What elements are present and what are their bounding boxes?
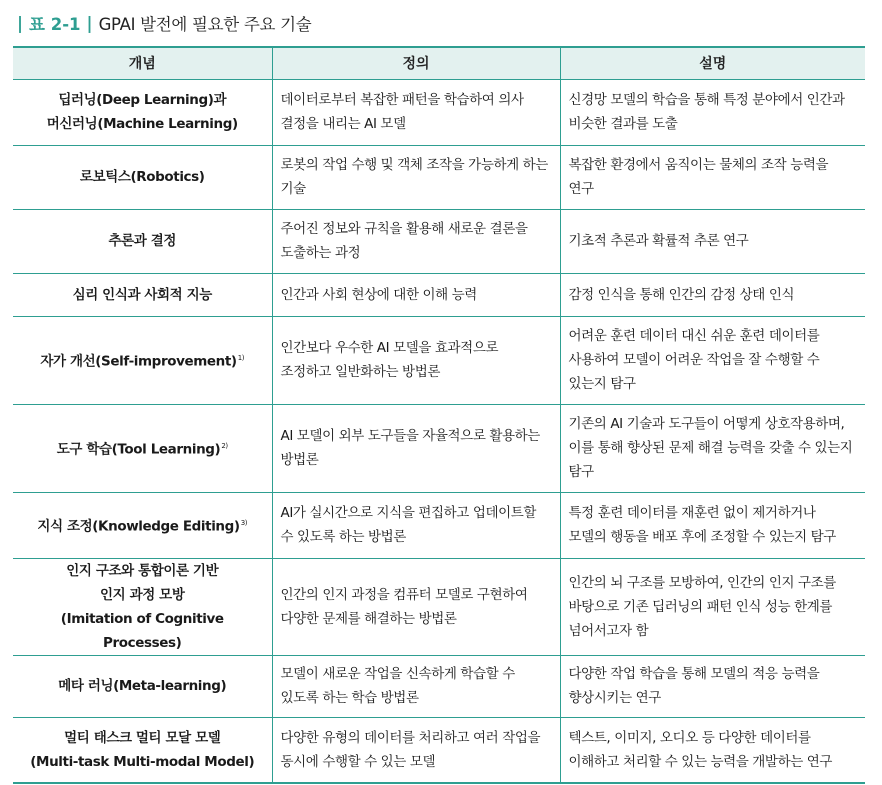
concept-cell	[13, 717, 272, 783]
header-description: 설명	[560, 47, 865, 79]
definition-cell: 인간보다 우수한 AI 모델을 효과적으로 조정하고 일반화하는 방법론	[272, 316, 560, 404]
header-definition: 정의	[272, 47, 560, 79]
table-row	[13, 492, 865, 558]
concept-cell	[13, 79, 272, 145]
concept-line: 심리 인식과 사회적 지능	[72, 286, 212, 303]
table-row	[13, 717, 865, 783]
description-cell: 복잡한 환경에서 움직이는 물체의 조작 능력을 연구	[560, 145, 865, 209]
table-row	[13, 209, 865, 273]
concept-cell	[13, 145, 272, 209]
table-row	[13, 404, 865, 492]
table-row	[13, 79, 865, 145]
definition-cell: 로봇의 작업 수행 및 객체 조작을 가능하게 하는 기술	[272, 145, 560, 209]
footnote-marker: 3)	[240, 519, 248, 528]
definition-cell: 인간과 사회 현상에 대한 이해 능력	[272, 273, 560, 316]
footnote-marker: 2)	[221, 442, 228, 451]
table-row	[13, 316, 865, 404]
concept-cell	[13, 273, 272, 316]
header-concept: 개념	[13, 47, 272, 79]
definition-cell: AI가 실시간으로 지식을 편집하고 업데이트할 수 있도록 하는 방법론	[272, 492, 560, 558]
concept-cell	[13, 316, 272, 404]
table-row	[13, 273, 865, 316]
definition-cell: AI 모델이 외부 도구들을 자율적으로 활용하는 방법론	[272, 404, 560, 492]
description-cell: 특정 훈련 데이터를 재훈련 없이 제거하거나 모델의 행동을 배포 후에 조정할 수 있는지 탐구	[560, 492, 865, 558]
concept-line: 지식 조정(Knowledge Editing)$^{3)}$	[37, 518, 248, 535]
table-caption	[17, 8, 311, 38]
concept-line: (Multi-task Multi-modal Model)	[30, 753, 255, 770]
table-body	[13, 79, 865, 783]
concept-line: 자가 개선(Self-improvement)$^{1)}$	[40, 353, 245, 370]
description-cell: 다양한 작업 학습을 통해 모델의 적응 능력을 향상시키는 연구	[560, 655, 865, 717]
definition-cell: 모델이 새로운 작업을 신속하게 학습할 수 있도록 하는 학습 방법론	[272, 655, 560, 717]
concept-cell	[13, 492, 272, 558]
description-cell: 어려운 훈련 데이터 대신 쉬운 훈련 데이터를 사용하여 모델이 어려운 작업을 잘 수행할 수 있는지 탐구	[560, 316, 865, 404]
table-header-row	[13, 47, 865, 79]
concept-line: 딥러닝(Deep Learning)과	[58, 92, 227, 108]
description-cell: 기초적 추론과 확률적 추론 연구	[560, 209, 865, 273]
description-cell: 신경망 모델의 학습을 통해 특정 분야에서 인간과 비슷한 결과를 도출	[560, 79, 865, 145]
description-cell: 텍스트, 이미지, 오디오 등 다양한 데이터를 이해하고 처리할 수 있는 능력을 개발하는 연구	[560, 717, 865, 783]
table-number: 표 2-1	[29, 15, 81, 34]
concept-line: 인지 과정 모방	[100, 586, 185, 603]
definition-cell: 데이터로부터 복잡한 패턴을 학습하여 의사 결정을 내리는 AI 모델	[272, 79, 560, 145]
definition-cell: 주어진 정보와 규칙을 활용해 새로운 결론을 도출하는 과정	[272, 209, 560, 273]
footnote-marker: 1)	[237, 354, 245, 363]
description-cell: 인간의 뇌 구조를 모방하여, 인간의 인지 구조를 바탕으로 기존 딥러닝의 패턴 인식 성능 한계를 넘어서고자 함	[560, 558, 865, 655]
concept-line: (Imitation of Cognitive Processes)	[60, 610, 224, 651]
description-cell: 감정 인식을 통해 인간의 감정 상태 인식	[560, 273, 865, 316]
table-title: GPAI 발전에 필요한 주요 기술	[98, 15, 312, 34]
technology-table	[13, 46, 865, 784]
caption-bar: |	[17, 13, 24, 33]
table-row	[13, 558, 865, 655]
concept-line: 로보틱스(Robotics)	[79, 169, 205, 185]
concept-line: 인지 구조와 통합이론 기반	[66, 562, 219, 579]
table-row	[13, 655, 865, 717]
definition-cell: 다양한 유형의 데이터를 처리하고 여러 작업을 동시에 수행할 수 있는 모델	[272, 717, 560, 783]
concept-line: 멀티 태스크 멀티 모달 모델	[64, 729, 221, 746]
concept-cell	[13, 404, 272, 492]
concept-cell	[13, 558, 272, 655]
concept-line: 머신러닝(Machine Learning)	[46, 116, 238, 132]
concept-cell	[13, 209, 272, 273]
concept-cell	[13, 655, 272, 717]
description-cell: 기존의 AI 기술과 도구들이 어떻게 상호작용하며, 이를 통해 향상된 문제 해결 능력을 갖출 수 있는지 탐구	[560, 404, 865, 492]
caption-separator: |	[86, 13, 93, 33]
concept-line: 도구 학습(Tool Learning)$^{2)}$	[56, 441, 228, 458]
table-row	[13, 145, 865, 209]
concept-line: 추론과 결정	[108, 233, 176, 249]
definition-cell: 인간의 인지 과정을 컴퓨터 모델로 구현하여 다양한 문제를 해결하는 방법론	[272, 558, 560, 655]
concept-line: 메타 러닝(Meta-learning)	[58, 678, 227, 694]
